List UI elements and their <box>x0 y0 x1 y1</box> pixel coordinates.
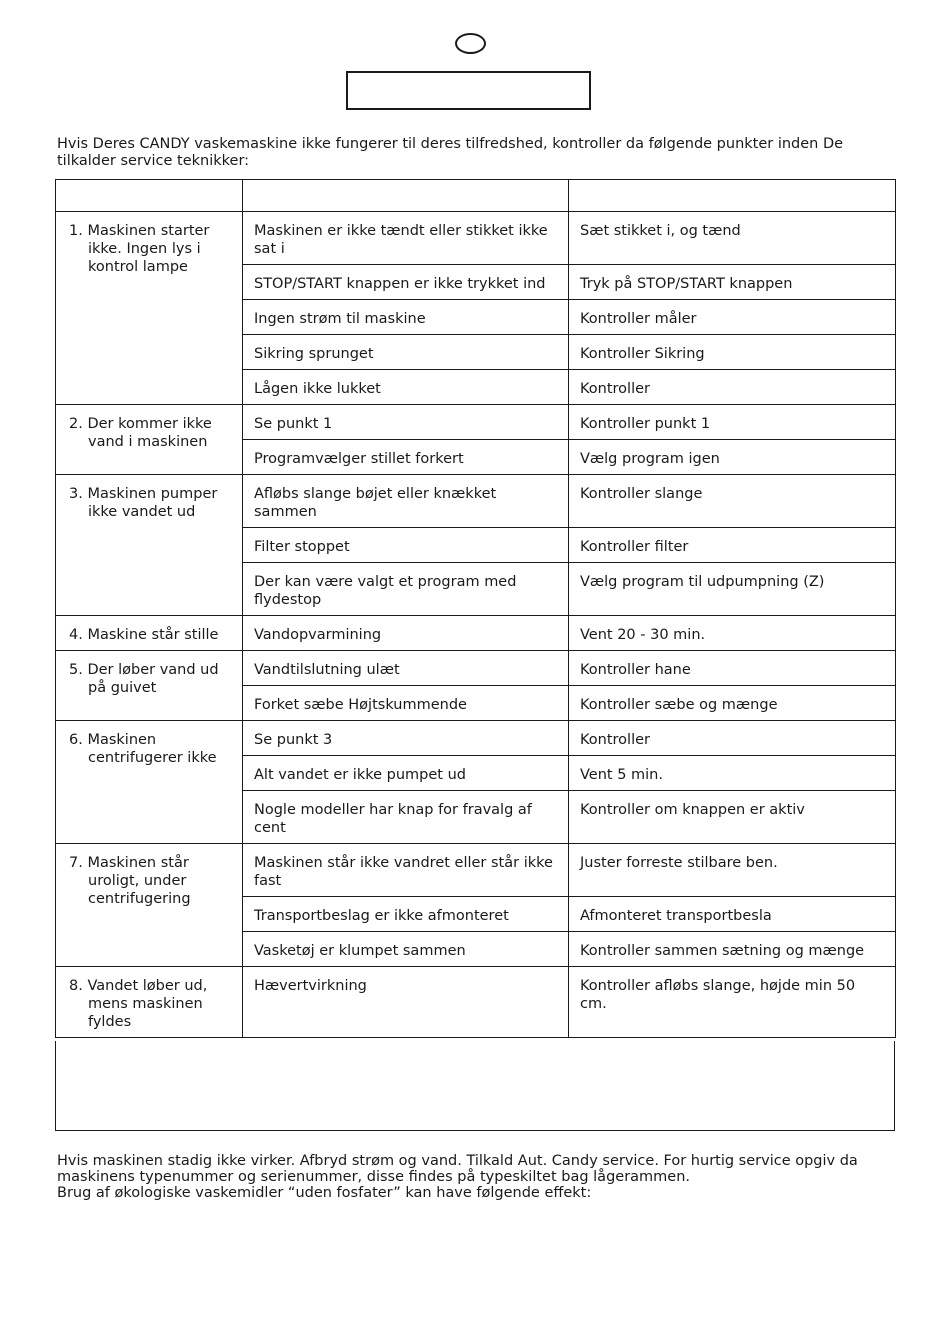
page-title-box <box>346 71 591 110</box>
remedy-cell: Vent 20 - 30 min. <box>569 616 896 651</box>
remedy-cell: Vent 5 min. <box>569 756 896 791</box>
remedy-cell: Kontroller slange <box>569 475 896 528</box>
cause-cell: Programvælger stillet forkert <box>243 440 569 475</box>
cause-cell: Alt vandet er ikke pumpet ud <box>243 756 569 791</box>
cause-cell: Maskinen står ikke vandret eller står ikke fast <box>243 844 569 897</box>
cause-cell: Transportbeslag er ikke afmonteret <box>243 897 569 932</box>
remedy-cell: Sæt stikket i, og tænd <box>569 212 896 265</box>
fault-label: 8. Vandet løber ud, mens maskinen fyldes <box>69 978 208 1030</box>
footer-line-1: Hvis maskinen stadig ikke virker. Afbryd strøm og vand. Tilkald Aut. Candy service. For hurtig service opgiv da maskinens typenummer og serienummer, disse findes på typeskiltet bag lågerammen. <box>57 1153 858 1185</box>
table-row <box>56 721 896 756</box>
cause-cell: Nogle modeller har knap for fravalg af cent <box>243 791 569 844</box>
footer-line-2: Brug af økologiske vaskemidler “uden fosfater” kan have følgende effekt: <box>57 1185 592 1201</box>
fault-label: 6. Maskinen centrifugerer ikke <box>69 732 217 766</box>
remedy-cell: Vælg program til udpumpning (Z) <box>569 563 896 616</box>
remedy-cell: Afmonteret transportbesla <box>569 897 896 932</box>
table-row <box>56 405 896 440</box>
table-row <box>56 651 896 686</box>
cause-cell: Filter stoppet <box>243 528 569 563</box>
table-row <box>56 212 896 265</box>
fault-cell <box>56 651 243 721</box>
fault-cell <box>56 212 243 405</box>
cause-cell: Afløbs slange bøjet eller knækket sammen <box>243 475 569 528</box>
fault-label: 4. Maskine står stille <box>69 627 219 643</box>
remedy-cell: Kontroller sæbe og mænge <box>569 686 896 721</box>
fault-cell <box>56 967 243 1038</box>
cause-cell: Forket sæbe Højtskummende <box>243 686 569 721</box>
cause-cell: Lågen ikke lukket <box>243 370 569 405</box>
remedy-cell: Kontroller sammen sætning og mænge <box>569 932 896 967</box>
remedy-cell: Kontroller <box>569 721 896 756</box>
fault-cell <box>56 844 243 967</box>
fault-label: 2. Der kommer ikke vand i maskinen <box>69 416 212 450</box>
cause-cell: Vandopvarmining <box>243 616 569 651</box>
header-cause <box>243 180 569 212</box>
remedy-cell: Kontroller punkt 1 <box>569 405 896 440</box>
fault-cell <box>56 616 243 651</box>
cause-cell: Se punkt 3 <box>243 721 569 756</box>
remedy-cell: Kontroller filter <box>569 528 896 563</box>
cause-cell: Vasketøj er klumpet sammen <box>243 932 569 967</box>
remedy-cell: Tryk på STOP/START knappen <box>569 265 896 300</box>
cause-cell: Sikring sprunget <box>243 335 569 370</box>
fault-label: 1. Maskinen starter ikke. Ingen lys i kontrol lampe <box>69 223 210 275</box>
table-body <box>56 180 896 1038</box>
remedy-cell: Kontroller Sikring <box>569 335 896 370</box>
table-row <box>56 844 896 897</box>
table-row <box>56 616 896 651</box>
cause-cell: Maskinen er ikke tændt eller stikket ikke sat i <box>243 212 569 265</box>
footer-text <box>57 1153 897 1201</box>
language-badge <box>455 33 486 54</box>
fault-cell <box>56 721 243 844</box>
fault-label: 5. Der løber vand ud på guivet <box>69 662 219 696</box>
remedy-cell: Kontroller om knappen er aktiv <box>569 791 896 844</box>
notes-box <box>55 1041 895 1131</box>
table-header-row <box>56 180 896 212</box>
cause-cell: Vandtilslutning ulæt <box>243 651 569 686</box>
fault-cell <box>56 405 243 475</box>
remedy-cell: Kontroller afløbs slange, højde min 50 cm. <box>569 967 896 1038</box>
remedy-cell: Juster forreste stilbare ben. <box>569 844 896 897</box>
cause-cell: Hævertvirkning <box>243 967 569 1038</box>
remedy-cell: Kontroller hane <box>569 651 896 686</box>
header-fault <box>56 180 243 212</box>
intro-text: Hvis Deres CANDY vaskemaskine ikke fungerer til deres tilfredshed, kontroller da følgende punkter inden De tilkalder service teknikker: <box>57 136 844 169</box>
fault-label: 7. Maskinen står uroligt, under centrifugering <box>69 855 191 907</box>
troubleshooting-table <box>55 179 896 1038</box>
cause-cell: Der kan være valgt et program med flydestop <box>243 563 569 616</box>
header-remedy <box>569 180 896 212</box>
fault-cell <box>56 475 243 616</box>
cause-cell: Se punkt 1 <box>243 405 569 440</box>
cause-cell: Ingen strøm til maskine <box>243 300 569 335</box>
remedy-cell: Kontroller <box>569 370 896 405</box>
remedy-cell: Vælg program igen <box>569 440 896 475</box>
table-row <box>56 967 896 1038</box>
table-row <box>56 475 896 528</box>
fault-label: 3. Maskinen pumper ikke vandet ud <box>69 486 218 520</box>
remedy-cell: Kontroller måler <box>569 300 896 335</box>
cause-cell: STOP/START knappen er ikke trykket ind <box>243 265 569 300</box>
